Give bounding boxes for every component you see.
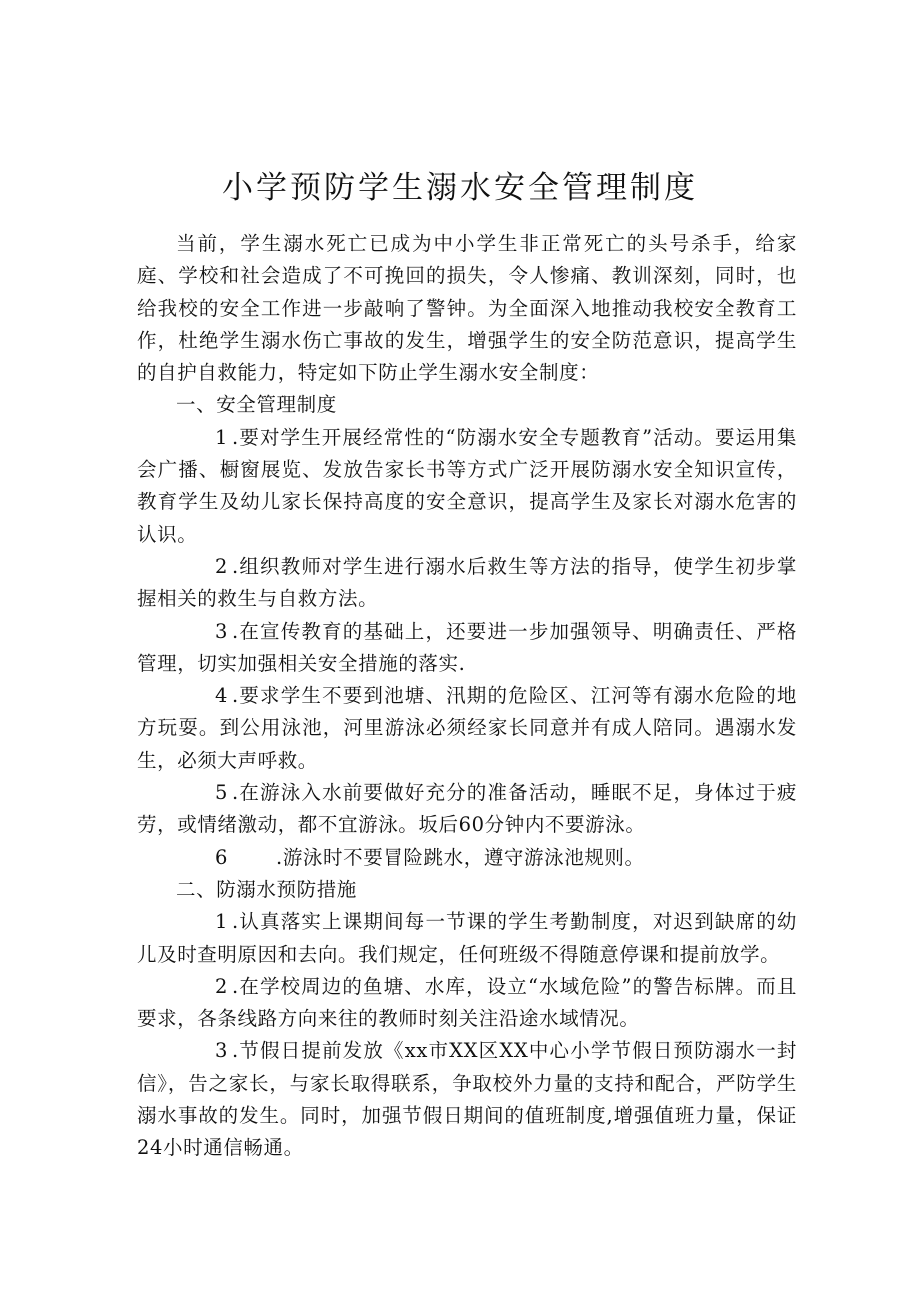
section1-heading: 一、安全管理制度: [176, 393, 337, 417]
section1-item-1: [137, 422, 797, 551]
item-text: .游泳时不要冒险跳水，遵守游泳池规则。: [276, 845, 645, 869]
item-text: .要对学生开展经常性的“防溺水安全专题教育”活动。要运用集会广播、橱窗展览、发放告家长书等方式广泛开展防溺水安全知识宣传，教育学生及幼儿家长保持高度的安全意识，提高学生及家长对溺水危害的认识。: [137, 425, 797, 546]
item-text: .组织教师对学生进行溺水后救生等方法的指导，使学生初步掌握相关的救生与自救方法。: [137, 554, 797, 611]
item-number: 1: [215, 910, 229, 934]
section1-item-5: [137, 777, 797, 842]
item-text: .在宣传教育的基础上，还要进一步加强领导、明确责任、严格管理，切实加强相关安全措施的落实.: [137, 619, 797, 675]
section2-heading: 二、防溺水预防措施: [176, 877, 357, 901]
item-number: 1: [215, 425, 229, 449]
item-number: 5: [215, 781, 229, 805]
item-number: 3: [215, 1039, 229, 1063]
section1-item-6: [137, 842, 797, 874]
item-text: .认真落实上课期间每一节课的学生考勤制度，对迟到缺席的幼儿及时查明原因和去向。我们规定，任何班级不得随意停课和提前放学。: [137, 910, 797, 966]
section1-item-4: [137, 680, 797, 777]
intro-paragraph: 当前，学生溺水死亡已成为中小学生非正常死亡的头号杀手，给家庭、学校和社会造成了不可挽回的损失，令人惨痛、教训深刻，同时，也给我校的安全工作进一步敲响了警钟。为全面深入地推动我校安全教育工作，杜绝学生溺水伤亡事故的发生，增强学生的安全防范意识，提高学生的自护自救能力，特定如下防止学生溺水安全制度：: [137, 232, 797, 385]
section2-item-2: [137, 971, 797, 1036]
item-number: 6: [215, 845, 229, 869]
item-text: .节假日提前发放《xx市XX区XX中心小学节假日预防溺水一封信》，告之家长，与家长取得联系，争取校外力量的支持和配合，严防学生溺水事故的发生。同时，加强节假日期间的值班制度,增强值班力量，保证24小时通信畅通。: [137, 1039, 797, 1160]
document-title: 小学预防学生溺水安全管理制度: [222, 170, 698, 206]
item-text: .要求学生不要到池塘、汛期的危险区、江河等有溺水危险的地方玩耍。到公用泳池，河里游泳必须经家长同意并有成人陪同。遇溺水发生，必须大声呼救。: [137, 684, 797, 772]
item-number: 2: [215, 974, 229, 998]
section1-item-2: [137, 551, 797, 616]
document-body: [137, 228, 797, 1165]
section1-item-3: [137, 616, 797, 681]
item-text: .在游泳入水前要做好充分的准备活动，睡眠不足，身体过于疲劳，或情绪激动，都不宜游泳。坂后60分钟内不要游泳。: [137, 781, 797, 837]
item-number: 4: [215, 684, 229, 708]
item-text: .在学校周边的鱼塘、水库，设立“水域危险”的警告标牌。而且要求，各条线路方向来往的教师时刻关注沿途水域情况。: [137, 974, 797, 1031]
item-number: 2: [215, 554, 229, 578]
section2-item-1: [137, 906, 797, 971]
section2-item-3: [137, 1035, 797, 1164]
item-number: 3: [215, 619, 229, 643]
